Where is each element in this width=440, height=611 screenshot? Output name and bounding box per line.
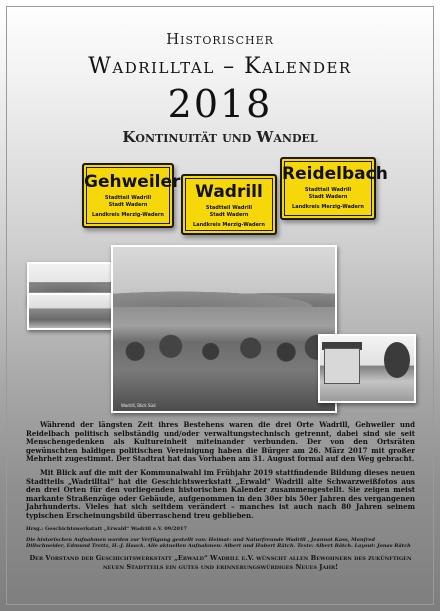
sign-town-name: Gehweiler	[84, 172, 181, 192]
new-year-greeting: Der Vorstand der Geschichtswerkstatt „Erwald“ Wadrill e.V. wünscht allen Bewohnern des zukünftigen neuen Stadtteils ein gutes und erinnerungswürdiges Neues Jahr!	[29, 554, 412, 571]
historic-photo-house	[318, 334, 416, 403]
sign-line: Stadt Wadern	[108, 202, 148, 208]
description-text	[26, 421, 415, 571]
town-sign-wadrill	[181, 174, 277, 235]
calendar-title: Wadrilltal – Kalender	[88, 54, 352, 79]
sign-line: Stadtteil Wadrill	[104, 195, 152, 201]
sign-town-name: Wadrill	[195, 182, 263, 202]
history-paragraph: Mit Blick auf die mit der Kommunalwahl im Frühjahr 2019 stattfindende Bildung dieses neuen Stadtteils „Wadrilltal“ hat die Geschichtswerkstatt „Erwald“ Wadrill alte Schwarzweißfotos aus den drei Orten für den vorliegenden historischen Kalender zusammengestellt. Sie zeigen meist markante Straßenzüge oder Gebäude, aufgenommen in den 30er bis 50er Jahren des vergangenen Jahrhunderts. Vieles hat sich seitdem verändert – manches ist auch nach 80 Jahren seinem typischen Erscheinungsbild überraschend treu geblieben.	[26, 467, 415, 520]
publisher-note: Hrsg.: Geschichtswerkstatt „Erwald“ Wadrill e.V. 09/2017	[26, 525, 187, 532]
sign-line: Stadtteil Wadrill	[304, 187, 352, 193]
calendar-year: 2018	[167, 82, 273, 126]
sign-line: Stadtteil Wadrill	[205, 205, 253, 211]
calendar-subtitle: Kontinuität und Wandel	[122, 128, 318, 146]
sign-line: Stadt Wadern	[308, 194, 348, 200]
sign-line: Stadt Wadern	[209, 212, 249, 218]
sign-line: Landkreis Merzig-Wadern	[193, 222, 265, 228]
header-kicker: Historischer	[166, 30, 274, 48]
historic-photo-valley-view	[111, 245, 337, 413]
photo-credits: Die historischen Aufnahmen wurden zur Verfügung gestellt von: Heimat- und Naturfreunde Wadrill , Jeannot Kass, Manfred Dillschneider, Edmund Trettz, H.-J. Haack. Alle aktuellen Aufnahmen: Albert und Hubert Rätch. Texte: Albert Rätch. Layout: Jonas Rätch	[26, 536, 411, 549]
sign-line: Landkreis Merzig-Wadern	[92, 212, 164, 218]
town-sign-gehweiler	[82, 163, 181, 228]
intro-paragraph: Während der längsten Zeit ihres Bestehens waren die drei Orte Wadrill, Gehweiler und Reidelbach politisch selbständig und/oder verwaltungstechnisch getrennt, dabei sind sie seit Menschengedenken als Kultureinheit miteinander verbunden. Der von den Ortsräten gewünschten baldigen politischen Vereinigung haben die Bürger am 26. März 2017 mit großer Mehrheit zugestimmt. Der Stadtrat hat das Vorhaben am 31. August formal auf den Weg gebracht.	[26, 420, 415, 464]
photo-caption: Wadrill, Blick Süd	[121, 403, 156, 408]
sign-line: Landkreis Merzig-Wadern	[292, 204, 364, 210]
sign-town-name: Reidelbach	[282, 164, 388, 184]
town-sign-reidelbach	[280, 157, 388, 220]
